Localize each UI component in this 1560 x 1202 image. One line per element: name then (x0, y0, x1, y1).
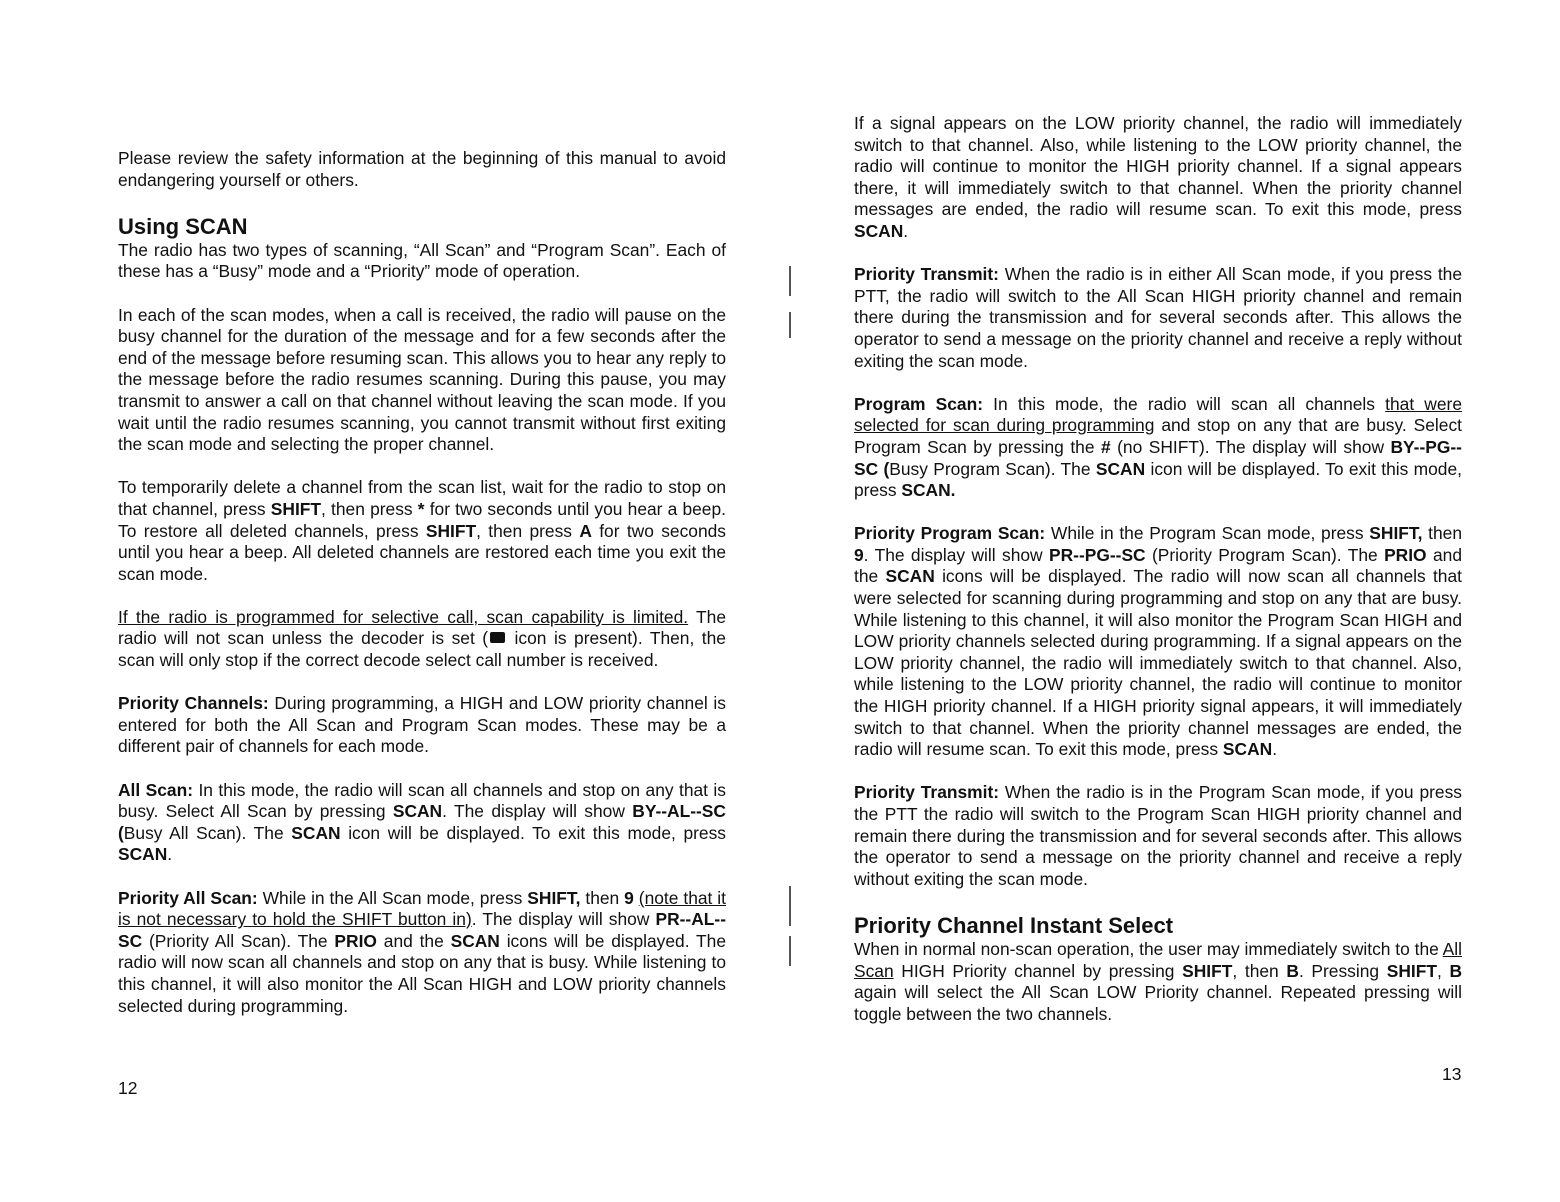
instant-select-heading: Priority Channel Instant Select (854, 912, 1174, 938)
scan-pause-paragraph: In each of the scan modes, when a call is received, the radio will pause on the busy channel for the duration of the message and for a few seconds after the end of the message before resuming scan. This allows you to hear any reply to the message before the radio resumes scanning. During this pause, you may transmit to answer a call on that channel without leaving the scan mode. If you wait until the radio resumes scanning, you cannot transmit without first exiting the scan mode and selecting the proper channel. (118, 304, 726, 455)
priority-channels-paragraph: Priority Channels: During programming, a HIGH and LOW priority channel is entered for both the All Scan and Program Scan modes. These may be a different pair of channels for each mode. (118, 693, 726, 757)
priority-program-scan-paragraph: Priority Program Scan: While in the Program Scan mode, press SHIFT, then 9. The display will show PR--PG--SC (Priority Program Scan). The PRIO and the SCAN icons will be displayed. The radio will now scan all channels that were selected for scanning during programming and stop on any that are busy. While listening to this channel, it will also monitor the Program Scan HIGH and LOW priority channels selected during programming. If a signal appears on the LOW priority channel, the radio will immediately switch to that channel. Also, while listening to the LOW priority channel, the radio will continue to monitor the HIGH priority channel. If a HIGH priority signal appears, it will immediately switch to that channel. When the priority channel messages are ended, the radio will resume scan. To exit this mode, press SCAN. (854, 523, 1462, 760)
selective-call-paragraph: If the radio is programmed for selective call, scan capability is limited. The radio will not scan unless the decoder is set ( icon is present). Then, the scan will only stop if the correct decode select call number is received. (118, 606, 726, 671)
safety-note: Please review the safety information at the beginning of this manual to avoid endangering yourself or others. (118, 148, 726, 190)
decoder-icon (490, 632, 505, 643)
priority-transmit-program-scan-paragraph: Priority Transmit: When the radio is in the Program Scan mode, if you press the PTT the radio will switch to the Program Scan HIGH priority channel and remain there during the transmission and for several seconds after. This allows the operator to send a message on the priority channel and receive a reply without exiting the scan mode. (854, 782, 1462, 889)
left-column (118, 148, 726, 1039)
program-scan-paragraph: Program Scan: In this mode, the radio will scan all channels that were selected for scan during programming and stop on any that are busy. Select Program Scan by pressing the # (no SHIFT). The display will show BY--PG--SC (Busy Program Scan). The SCAN icon will be displayed. To exit this mode, press SCAN. (854, 393, 1462, 501)
using-scan-heading: Using SCAN (118, 213, 248, 239)
low-priority-paragraph: If a signal appears on the LOW priority channel, the radio will immediately switch to that channel. Also, while listening to the LOW priority channel, the radio will continue to monitor the HIGH priority channel. If a signal appears there, it will immediately switch to that channel. When the priority channel messages are ended, the radio will resume scan. To exit this mode, press SCAN. (854, 113, 1462, 241)
priority-transmit-all-scan-paragraph: Priority Transmit: When the radio is in either All Scan mode, if you press the PTT, the radio will switch to the All Scan HIGH priority channel and remain there during the transmission and for several seconds after. This allows the operator to send a message on the priority channel and receive a reply without exiting the scan mode. (854, 264, 1462, 371)
priority-all-scan-paragraph: Priority All Scan: While in the All Scan mode, press SHIFT, then 9 (note that it is not necessary to hold the SHIFT button in). The display will show PR--AL--SC (Priority All Scan). The PRIO and the SCAN icons will be displayed. The radio will now scan all channels and stop on any that is busy. While listening to this channel, it will also monitor the All Scan HIGH and LOW priority channels selected during programming. (118, 887, 727, 1016)
instant-select-paragraph: When in normal non-scan operation, the user may immediately switch to the All Scan HIGH Priority channel by pressing SHIFT, then B. Pressing SHIFT, B again will select the All Scan LOW Priority channel. Repeated pressing will toggle between the two channels. (854, 938, 1463, 1024)
delete-channel-paragraph: To temporarily delete a channel from the scan list, wait for the radio to stop on that channel, press SHIFT, then press * for two seconds until you hear a beep. To restore all deleted channels, press SHIFT, then press A for two seconds until you hear a beep. All deleted channels are restored each time you exit the scan mode. (118, 477, 726, 584)
all-scan-paragraph: All Scan: In this mode, the radio will scan all channels and stop on any that is busy. Select All Scan by pressing SCAN. The display will show BY--AL--SC (Busy All Scan). The SCAN icon will be displayed. To exit this mode, press SCAN. (118, 779, 726, 865)
page-number-left: 12 (118, 1078, 138, 1098)
right-page (780, 0, 1560, 1202)
page-number-right: 13 (1442, 1064, 1462, 1084)
right-column (854, 113, 1462, 1047)
scan-types-paragraph: The radio has two types of scanning, “All Scan” and “Program Scan”. Each of these has a “Busy” mode and a “Priority” mode of operation. (118, 239, 726, 282)
